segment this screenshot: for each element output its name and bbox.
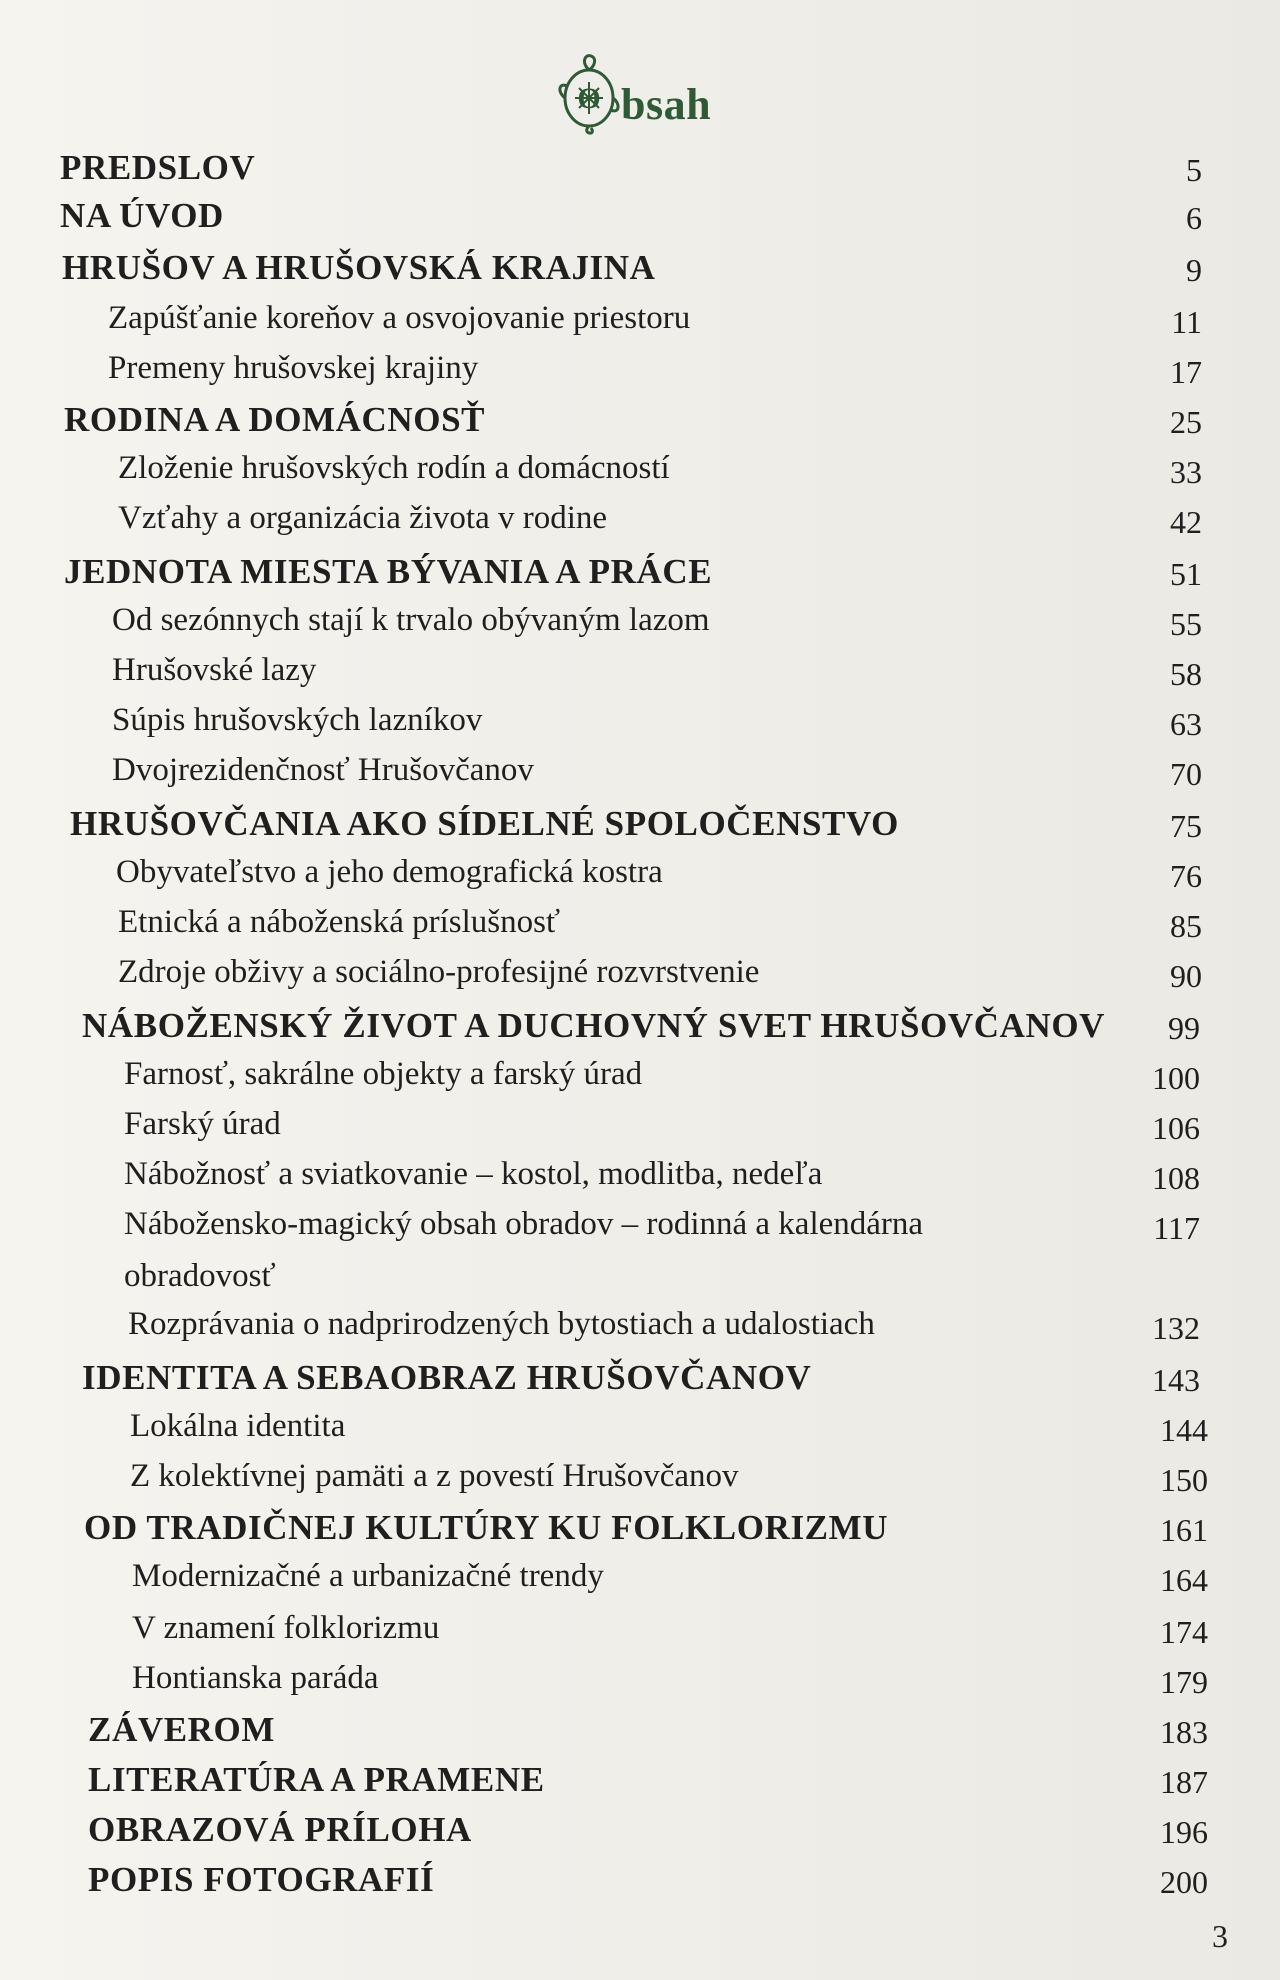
toc-entry-page: 164 (1160, 1562, 1208, 1598)
toc-chapter-entry (0, 1810, 1280, 1858)
toc-entry-title: LITERATÚRA A PRAMENE (88, 1760, 545, 1799)
toc-entry-page: 108 (1152, 1160, 1200, 1196)
toc-chapter-entry (0, 248, 1280, 296)
toc-entry-page: 150 (1160, 1462, 1208, 1498)
toc-entry-page: 143 (1152, 1362, 1200, 1398)
toc-entry-title: JEDNOTA MIESTA BÝVANIA A PRÁCE (64, 552, 713, 591)
toc-subsection-entry (0, 1558, 1280, 1606)
toc-entry-page: 58 (1170, 656, 1202, 692)
toc-entry-title: Rozprávania o nadprirodzených bytostiach a udalostiach (128, 1306, 875, 1342)
toc-entry-page: 183 (1160, 1714, 1208, 1750)
toc-entry-title: Obyvateľstvo a jeho demografická kostra (116, 854, 663, 890)
toc-subsection-entry (0, 904, 1280, 952)
toc-entry-title: PREDSLOV (60, 148, 256, 187)
toc-entry-page: 100 (1152, 1060, 1200, 1096)
toc-subsection-entry (0, 1408, 1280, 1456)
toc-subsection-entry (0, 1258, 1280, 1306)
toc-entry-page: 55 (1170, 606, 1202, 642)
toc-entry-page: 161 (1160, 1512, 1208, 1548)
toc-entry-title: OD TRADIČNEJ KULTÚRY KU FOLKLORIZMU (84, 1508, 889, 1547)
toc-entry-title: obradovosť (124, 1258, 276, 1294)
toc-entry-page: 179 (1160, 1664, 1208, 1700)
toc-entry-title: Nábožensko-magický obsah obradov – rodinná a kalendárna (124, 1206, 924, 1242)
toc-chapter-entry (0, 196, 1280, 244)
toc-subsection-entry (0, 450, 1280, 498)
toc-entry-page: 33 (1170, 454, 1202, 490)
toc-entry-title: V znamení folklorizmu (132, 1610, 440, 1646)
toc-chapter-entry (0, 1006, 1280, 1054)
toc-entry-page: 42 (1170, 504, 1202, 540)
toc-entry-page: 144 (1160, 1412, 1208, 1448)
toc-entry-page: 174 (1160, 1614, 1208, 1650)
toc-entry-title: Zdroje obživy a sociálno-profesijné rozvrstvenie (118, 954, 760, 990)
toc-subsection-entry (0, 602, 1280, 650)
toc-entry-title: Dvojrezidenčnosť Hrušovčanov (112, 752, 534, 788)
toc-entry-title: Hrušovské lazy (112, 652, 317, 688)
toc-subsection-entry (0, 652, 1280, 700)
toc-subsection-entry (0, 1306, 1280, 1354)
toc-entry-title: Súpis hrušovských lazníkov (112, 702, 483, 738)
toc-entry-title: NÁBOŽENSKÝ ŽIVOT A DUCHOVNÝ SVET HRUŠOVČANOV (82, 1006, 1106, 1045)
toc-entry-title: NA ÚVOD (60, 196, 224, 235)
toc-subsection-entry (0, 1106, 1280, 1154)
toc-entry-title: Hontianska paráda (132, 1660, 379, 1696)
toc-entry-page: 6 (1186, 200, 1202, 236)
toc-subsection-entry (0, 1610, 1280, 1658)
toc-chapter-entry (0, 804, 1280, 852)
toc-entry-title: Farnosť, sakrálne objekty a farský úrad (124, 1056, 643, 1092)
toc-subsection-entry (0, 1156, 1280, 1204)
toc-subsection-entry (0, 350, 1280, 398)
toc-subsection-entry (0, 1458, 1280, 1506)
toc-entry-page: 187 (1160, 1764, 1208, 1800)
toc-entry-title: IDENTITA A SEBAOBRAZ HRUŠOVČANOV (82, 1358, 812, 1397)
toc-chapter-entry (0, 1508, 1280, 1556)
toc-chapter-entry (0, 1710, 1280, 1758)
toc-entry-page: 75 (1170, 808, 1202, 844)
toc-subsection-entry (0, 854, 1280, 902)
toc-entry-page: 132 (1152, 1310, 1200, 1346)
toc-entry-page: 99 (1168, 1010, 1200, 1046)
toc-entry-page: 200 (1160, 1864, 1208, 1900)
toc-subsection-entry (0, 752, 1280, 800)
toc-entry-title: ZÁVEROM (88, 1710, 275, 1749)
toc-entry-title: HRUŠOV A HRUŠOVSKÁ KRAJINA (62, 248, 656, 287)
toc-entry-title: Nábožnosť a sviatkovanie – kostol, modlitba, nedeľa (124, 1156, 823, 1192)
toc-entry-page: 51 (1170, 556, 1202, 592)
toc-entry-page: 85 (1170, 908, 1202, 944)
toc-entry-title: HRUŠOVČANIA AKO SÍDELNÉ SPOLOČENSTVO (70, 804, 899, 843)
toc-subsection-entry (0, 1660, 1280, 1708)
toc-entry-page: 11 (1171, 304, 1202, 340)
toc-entry-title: OBRAZOVÁ PRÍLOHA (88, 1810, 472, 1849)
toc-entry-title: Od sezónnych stají k trvalo obývaným lazom (112, 602, 710, 638)
toc-chapter-entry (0, 400, 1280, 448)
svg-text:O: O (577, 82, 601, 115)
toc-entry-title: Zapúšťanie koreňov a osvojovanie priestoru (108, 300, 691, 336)
toc-entry-page: 63 (1170, 706, 1202, 742)
toc-entry-title: Lokálna identita (130, 1408, 346, 1444)
toc-subsection-entry (0, 500, 1280, 548)
toc-entry-page: 117 (1153, 1210, 1200, 1246)
toc-entry-title: Premeny hrušovskej krajiny (108, 350, 479, 386)
toc-entry-title: POPIS FOTOGRAFIÍ (88, 1860, 435, 1899)
toc-entry-title: Farský úrad (124, 1106, 281, 1142)
toc-chapter-entry (0, 1760, 1280, 1808)
toc-entry-page: 9 (1186, 252, 1202, 288)
toc-entry-title: Zloženie hrušovských rodín a domácností (118, 450, 670, 486)
page-number: 3 (1212, 1918, 1228, 1954)
toc-entry-page: 5 (1186, 152, 1202, 188)
toc-chapter-entry (0, 1860, 1280, 1908)
toc-entry-page: 90 (1170, 958, 1202, 994)
title-text: bsah (621, 80, 712, 129)
toc-subsection-entry (0, 954, 1280, 1002)
toc-subsection-entry (0, 300, 1280, 348)
toc-entry-page: 196 (1160, 1814, 1208, 1850)
toc-chapter-entry (0, 552, 1280, 600)
toc-entry-page: 70 (1170, 756, 1202, 792)
toc-entry-title: Etnická a náboženská príslušnosť (118, 904, 561, 940)
toc-subsection-entry (0, 1206, 1280, 1254)
toc-entry-page: 25 (1170, 404, 1202, 440)
toc-entry-page: 76 (1170, 858, 1202, 894)
toc-entry-title: Vzťahy a organizácia života v rodine (118, 500, 608, 536)
toc-entry-title: Z kolektívnej pamäti a z povestí Hrušovčanov (130, 1458, 739, 1494)
toc-entry-page: 106 (1152, 1110, 1200, 1146)
toc-chapter-entry (0, 148, 1280, 196)
toc-chapter-entry (0, 1358, 1280, 1406)
toc-subsection-entry (0, 702, 1280, 750)
toc-subsection-entry (0, 1056, 1280, 1104)
toc-entry-title: Modernizačné a urbanizačné trendy (132, 1558, 604, 1594)
toc-entry-page: 17 (1170, 354, 1202, 390)
toc-entry-title: RODINA A DOMÁCNOSŤ (64, 400, 486, 439)
